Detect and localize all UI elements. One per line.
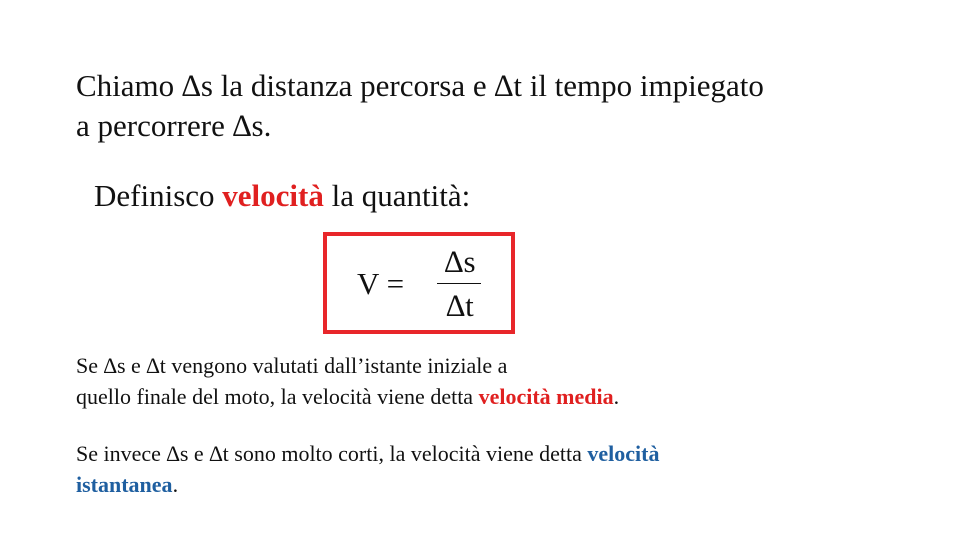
mean-line-1: Se ∆s e ∆t vengono valutati dall’istante iniziale a [76,353,508,378]
definition-sentence [94,176,470,216]
formula-lhs: V = [357,266,405,301]
formula-numerator: ∆s [444,244,476,279]
instant-line-2-end: . [172,472,179,497]
definition-term: velocità [222,178,324,213]
velocity-formula-box [323,232,515,334]
instant-velocity-paragraph [76,438,659,500]
mean-line-2-text: quello finale del moto, la velocità viene detta [76,384,479,409]
intro-paragraph [76,66,764,146]
mean-line-2-end: . [613,384,620,409]
instant-term-part-1: velocità [587,441,660,466]
instant-line-2 [76,469,659,500]
definition-before: Definisco [94,178,223,213]
mean-velocity-paragraph [76,350,619,412]
instant-line-1-text: Se invece ∆s e ∆t sono molto corti, la velocità viene detta [76,441,588,466]
formula-denominator: ∆t [446,288,474,323]
mean-velocity-term: velocità media [478,384,614,409]
fraction-bar [437,283,481,284]
definition-after: la quantità: [323,178,471,213]
intro-line-2: a percorrere ∆s. [76,108,272,143]
instant-line-1 [76,438,659,469]
mean-line-2 [76,381,619,412]
intro-line-1: Chiamo ∆s la distanza percorsa e ∆t il tempo impiegato [76,68,764,103]
instant-term-part-2: istantanea [76,472,173,497]
